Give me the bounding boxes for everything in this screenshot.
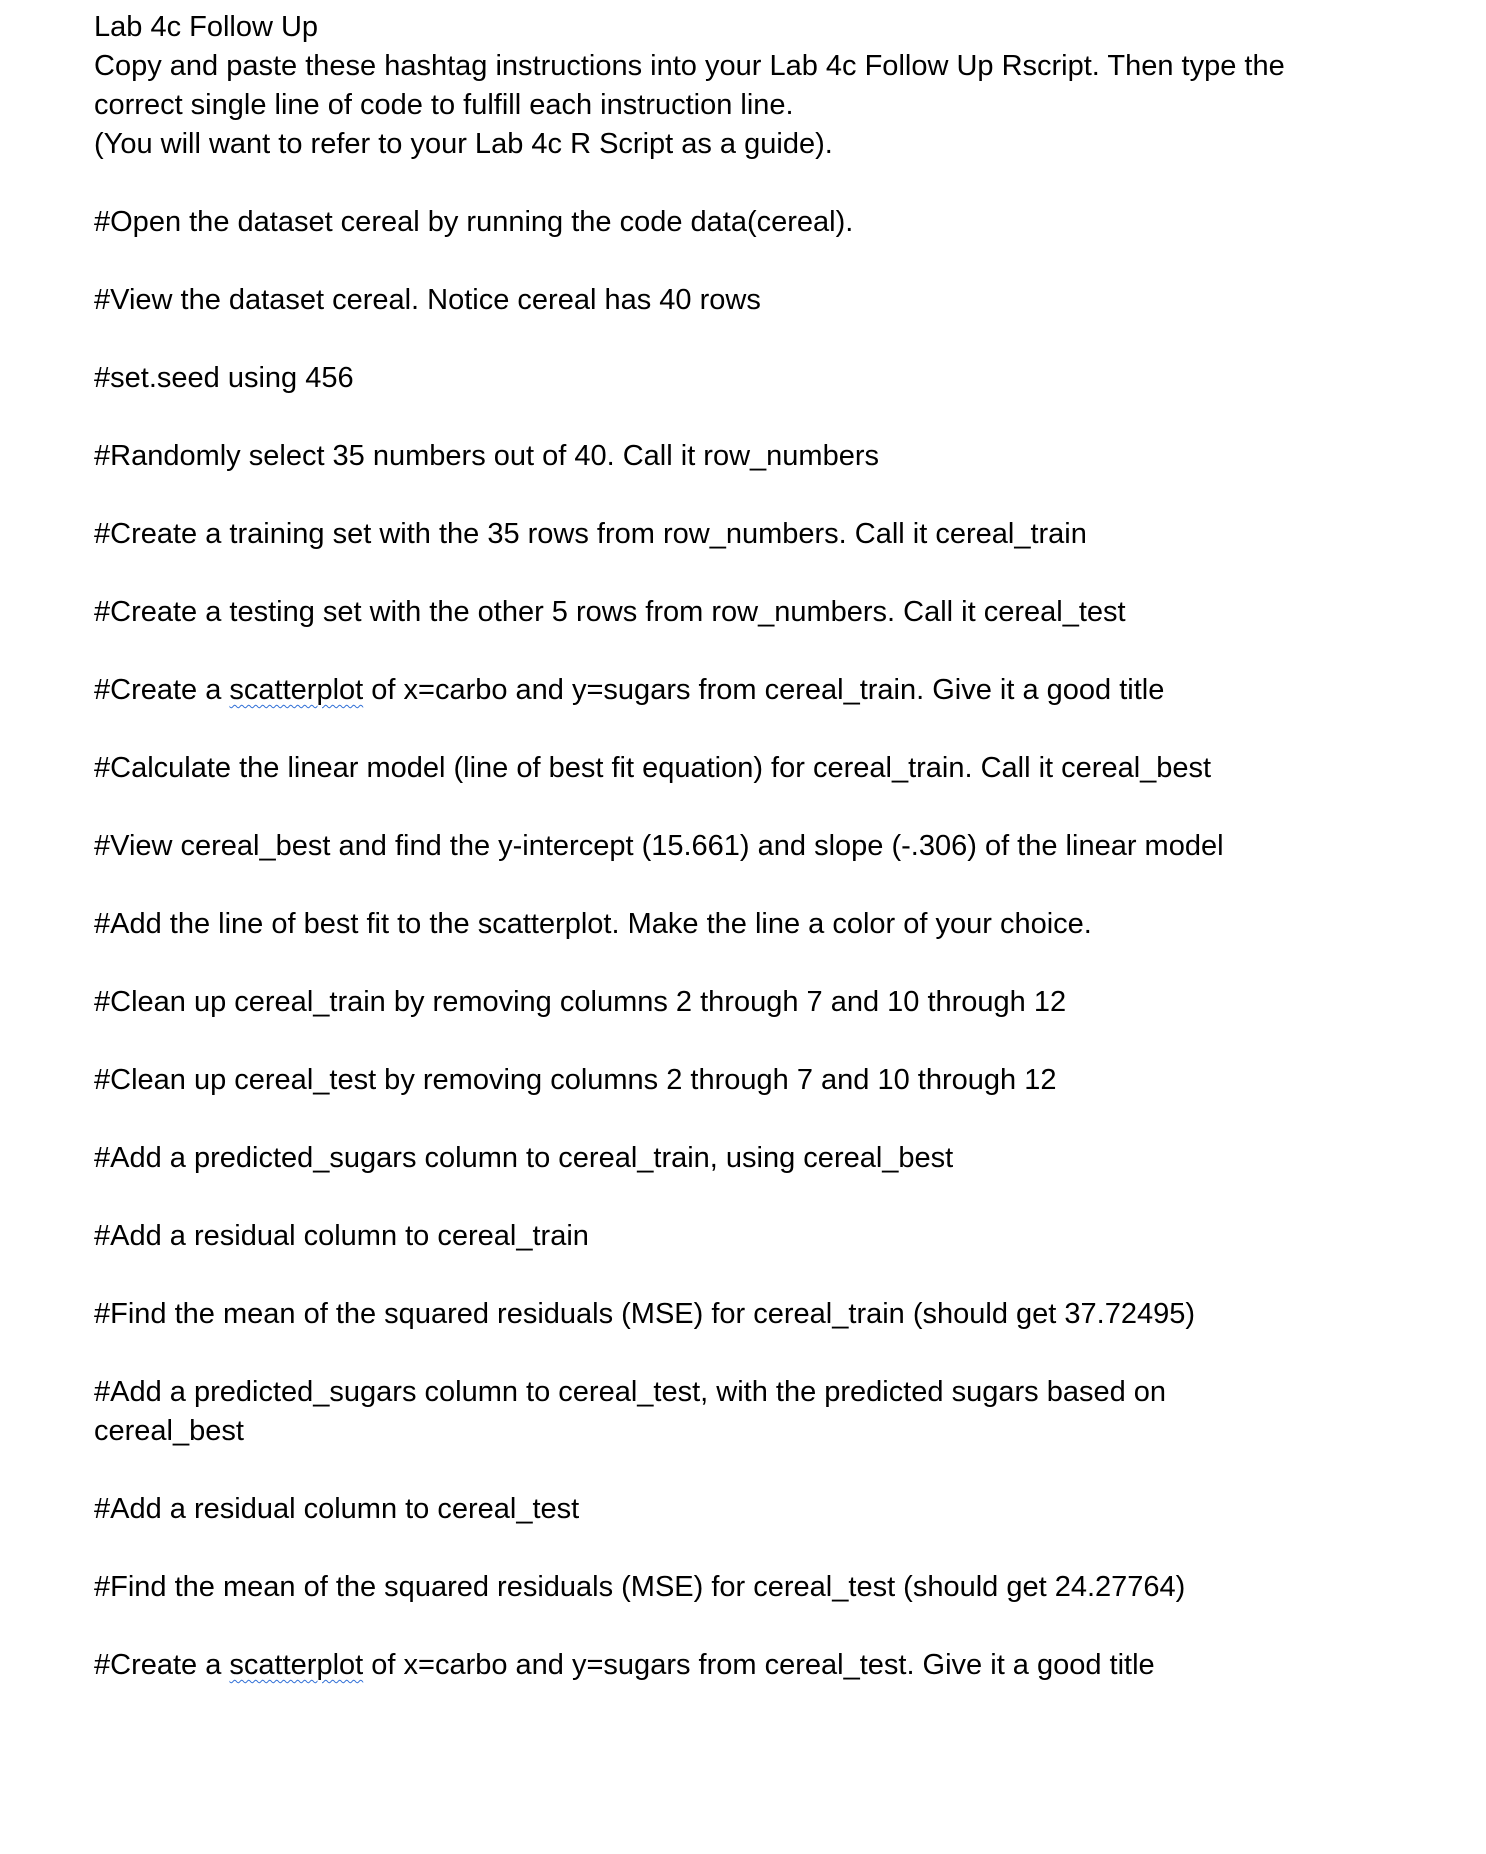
instruction-view-model: #View cereal_best and find the y-intercept (15.661) and slope (-.306) of the linear model (94, 830, 1224, 862)
instruction-text-post: of x=carbo and y=sugars from cereal_test. Give it a good title (363, 1649, 1155, 1681)
document-title: Lab 4c Follow Up (94, 11, 319, 43)
instruction-clean-test: #Clean up cereal_test by removing columns 2 through 7 and 10 through 12 (94, 1064, 1057, 1096)
document-page (94, 0, 1424, 1724)
instruction-residual-train: #Add a residual column to cereal_train (94, 1220, 589, 1252)
instruction-training-set: #Create a training set with the 35 rows from row_numbers. Call it cereal_train (94, 518, 1087, 550)
instruction-predicted-test: #Add a predicted_sugars column to cereal_test, with the predicted sugars based on cereal_best (94, 1376, 1167, 1447)
instruction-linear-model: #Calculate the linear model (line of best fit equation) for cereal_train. Call it cereal_best (94, 752, 1212, 784)
instruction-text-post: of x=carbo and y=sugars from cereal_train. Give it a good title (363, 674, 1165, 706)
instruction-list (94, 203, 1424, 1685)
instruction-text-pre: #Create a (94, 674, 230, 706)
document-header (94, 0, 1424, 164)
spellcheck-marked-word: scatterplot (229, 674, 364, 706)
instruction-open-dataset: #Open the dataset cereal by running the code data(cereal). (94, 206, 854, 238)
instruction-scatterplot-test (94, 1646, 1424, 1685)
intro-line-3: (You will want to refer to your Lab 4c R Script as a guide). (94, 128, 833, 160)
instruction-random-select: #Randomly select 35 numbers out of 40. Call it row_numbers (94, 440, 879, 472)
instruction-set-seed: #set.seed using 456 (94, 362, 354, 394)
instruction-residual-test: #Add a residual column to cereal_test (94, 1493, 580, 1525)
instruction-testing-set: #Create a testing set with the other 5 rows from row_numbers. Call it cereal_test (94, 596, 1126, 628)
intro-line-1: Copy and paste these hashtag instructions into your Lab 4c Follow Up Rscript. Then type the (94, 50, 1285, 82)
instruction-mse-test: #Find the mean of the squared residuals (MSE) for cereal_test (should get 24.27764) (94, 1571, 1186, 1603)
spellcheck-marked-word: scatterplot (229, 1649, 364, 1681)
instruction-view-dataset: #View the dataset cereal. Notice cereal has 40 rows (94, 284, 761, 316)
intro-line-2: correct single line of code to fulfill each instruction line. (94, 89, 794, 121)
instruction-add-best-fit-line: #Add the line of best fit to the scatterplot. Make the line a color of your choice. (94, 908, 1092, 940)
instruction-predicted-train: #Add a predicted_sugars column to cereal_train, using cereal_best (94, 1142, 954, 1174)
instruction-scatterplot-train (94, 671, 1424, 710)
instruction-clean-train: #Clean up cereal_train by removing columns 2 through 7 and 10 through 12 (94, 986, 1067, 1018)
instruction-mse-train: #Find the mean of the squared residuals (MSE) for cereal_train (should get 37.72495) (94, 1298, 1196, 1330)
instruction-text-pre: #Create a (94, 1649, 230, 1681)
